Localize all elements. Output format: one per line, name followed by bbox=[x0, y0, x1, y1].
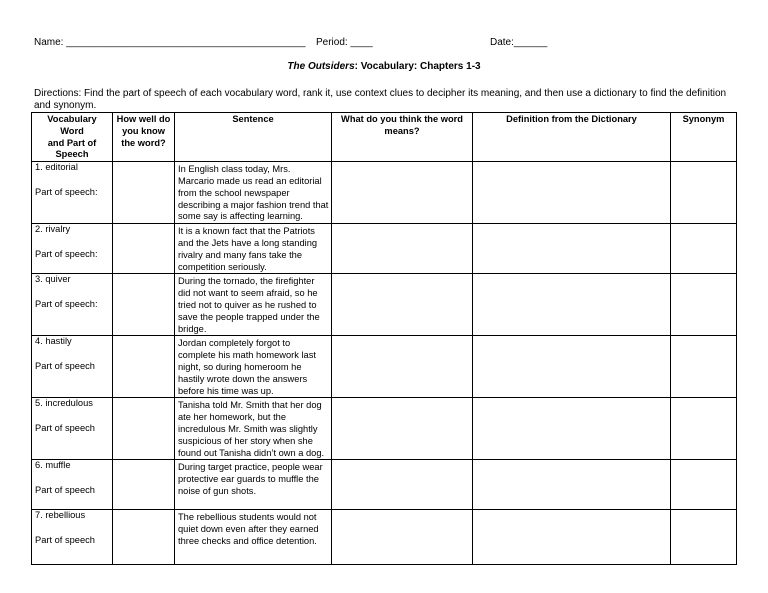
synonym-cell[interactable] bbox=[671, 274, 737, 336]
word-label: 1. editorial bbox=[35, 162, 78, 173]
synonym-cell[interactable] bbox=[671, 398, 737, 460]
date-field[interactable]: Date:______ bbox=[490, 37, 548, 48]
header-sentence bbox=[175, 113, 332, 162]
part-of-speech-label[interactable]: Part of speech bbox=[35, 361, 95, 372]
sentence-cell: During target practice, people wear protective ear guards to muffle the noise of gun shots. bbox=[175, 460, 332, 510]
synonym-cell[interactable] bbox=[671, 336, 737, 398]
meaning-cell[interactable] bbox=[332, 510, 473, 565]
definition-cell[interactable] bbox=[473, 162, 671, 224]
part-of-speech-label[interactable]: Part of speech: bbox=[35, 299, 98, 310]
synonym-cell[interactable] bbox=[671, 162, 737, 224]
table-row bbox=[32, 274, 737, 336]
meaning-cell[interactable] bbox=[332, 336, 473, 398]
word-cell bbox=[32, 336, 113, 398]
header-text: and Part of bbox=[47, 137, 97, 148]
rank-cell[interactable] bbox=[113, 162, 175, 224]
header-synonym bbox=[671, 113, 737, 162]
header-text: Definition from the Dictionary bbox=[506, 114, 637, 124]
part-of-speech-label[interactable]: Part of speech bbox=[35, 535, 95, 546]
header-text: What do you think the word bbox=[341, 114, 463, 124]
part-of-speech-label[interactable]: Part of speech bbox=[35, 485, 95, 496]
word-label: 7. rebellious bbox=[35, 510, 86, 521]
part-of-speech-label[interactable]: Part of speech: bbox=[35, 248, 98, 259]
sentence-cell: The rebellious students would not quiet down even after they earned three checks and office detention. bbox=[175, 510, 332, 565]
header-what-means bbox=[332, 113, 473, 162]
table-row bbox=[32, 398, 737, 460]
sentence-cell: In English class today, Mrs. Marcario made us read an editorial from the school newspaper describing a major fashion trend that some say is affecting learning. bbox=[175, 162, 332, 224]
meaning-cell[interactable] bbox=[332, 460, 473, 510]
synonym-cell[interactable] bbox=[671, 224, 737, 274]
table-row bbox=[32, 162, 737, 224]
sentence-cell: During the tornado, the firefighter did not want to seem afraid, so he tried not to quiver as he rushed to save the people trapped under the bridge. bbox=[175, 274, 332, 336]
table-row bbox=[32, 510, 737, 565]
directions: Directions: Find the part of speech of each vocabulary word, rank it, use context clues to decipher its meaning, and then use a dictionary to find the definition and synonym. bbox=[34, 88, 727, 111]
definition-cell[interactable] bbox=[473, 460, 671, 510]
table-row bbox=[32, 336, 737, 398]
name-field[interactable]: Name: ___________________________________________ bbox=[34, 37, 306, 48]
table-row bbox=[32, 224, 737, 274]
rank-cell[interactable] bbox=[113, 460, 175, 510]
header-text: Sentence bbox=[232, 114, 274, 124]
page-title bbox=[0, 61, 768, 72]
word-label: 5. incredulous bbox=[35, 398, 93, 409]
word-cell bbox=[32, 510, 113, 565]
word-label: 2. rivalry bbox=[35, 224, 71, 235]
word-cell bbox=[32, 224, 113, 274]
book-title: The Outsiders bbox=[287, 61, 355, 72]
title-rest: : Vocabulary: Chapters 1-3 bbox=[354, 61, 481, 72]
header-text: you know bbox=[122, 125, 165, 136]
word-label: 3. quiver bbox=[35, 274, 71, 285]
header-text: means? bbox=[384, 125, 420, 136]
header-text: Vocabulary Word bbox=[47, 114, 97, 136]
word-cell bbox=[32, 274, 113, 336]
meaning-cell[interactable] bbox=[332, 162, 473, 224]
period-field[interactable]: Period: ____ bbox=[316, 37, 373, 48]
word-cell bbox=[32, 460, 113, 510]
header-definition bbox=[473, 113, 671, 162]
header-text: the word? bbox=[121, 137, 166, 148]
word-label: 4. hastily bbox=[35, 336, 72, 347]
table-row bbox=[32, 460, 737, 510]
definition-cell[interactable] bbox=[473, 336, 671, 398]
header-text: How well do bbox=[116, 114, 171, 124]
rank-cell[interactable] bbox=[113, 274, 175, 336]
sentence-cell: Jordan completely forgot to complete his math homework last night, so during homeroom he hastily wrote down the answers before his time was up. bbox=[175, 336, 332, 398]
definition-cell[interactable] bbox=[473, 274, 671, 336]
synonym-cell[interactable] bbox=[671, 510, 737, 565]
meaning-cell[interactable] bbox=[332, 224, 473, 274]
header-vocabulary-word bbox=[32, 113, 113, 162]
word-cell bbox=[32, 162, 113, 224]
header-text: Synonym bbox=[682, 114, 725, 124]
definition-cell[interactable] bbox=[473, 510, 671, 565]
meaning-cell[interactable] bbox=[332, 398, 473, 460]
rank-cell[interactable] bbox=[113, 398, 175, 460]
vocabulary-table bbox=[31, 112, 737, 565]
word-cell bbox=[32, 398, 113, 460]
part-of-speech-label[interactable]: Part of speech bbox=[35, 423, 95, 434]
rank-cell[interactable] bbox=[113, 510, 175, 565]
rank-cell[interactable] bbox=[113, 336, 175, 398]
header-row bbox=[32, 113, 737, 162]
synonym-cell[interactable] bbox=[671, 460, 737, 510]
part-of-speech-label[interactable]: Part of speech: bbox=[35, 186, 98, 197]
sentence-cell: Tanisha told Mr. Smith that her dog ate her homework, but the incredulous Mr. Smith was slightly suspicious of her story when she found out Tanisha didn’t own a dog. bbox=[175, 398, 332, 460]
definition-cell[interactable] bbox=[473, 398, 671, 460]
rank-cell[interactable] bbox=[113, 224, 175, 274]
header-how-well bbox=[113, 113, 175, 162]
word-label: 6. muffle bbox=[35, 460, 71, 471]
sentence-cell: It is a known fact that the Patriots and the Jets have a long standing rivalry and many fans take the competition seriously. bbox=[175, 224, 332, 274]
header-text: Speech bbox=[55, 149, 89, 160]
meaning-cell[interactable] bbox=[332, 274, 473, 336]
definition-cell[interactable] bbox=[473, 224, 671, 274]
